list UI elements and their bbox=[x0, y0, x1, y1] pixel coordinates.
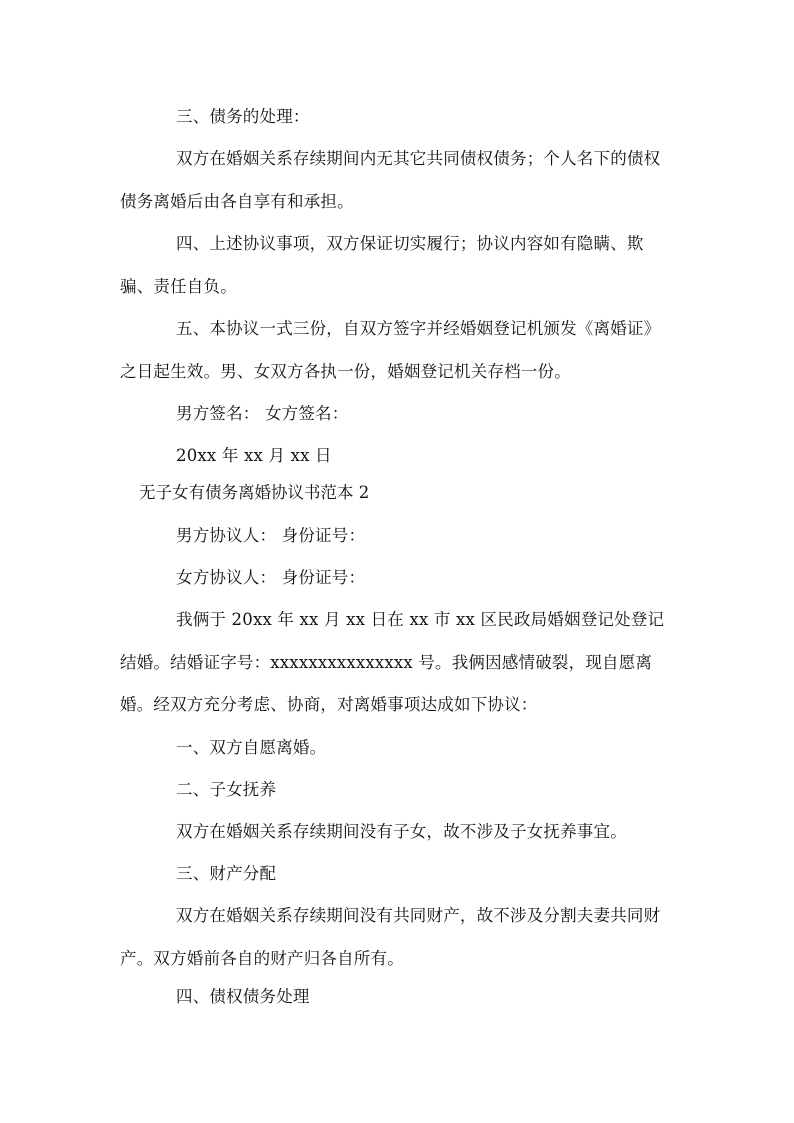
section-heading-property-division: 三、财产分配 bbox=[176, 864, 277, 883]
section-heading-child-support: 二、子女抚养 bbox=[176, 780, 277, 799]
paragraph-property-division: 双方在婚姻关系存续期间没有共同财产，故不涉及分割夫妻共同财产。双方婚前各自的财产归各自所有。 bbox=[120, 906, 661, 968]
section-heading-debt-handling: 三、债务的处理： bbox=[176, 107, 310, 126]
paragraph-marriage-registration: 我俩于 20xx 年 xx 月 xx 日在 xx 市 xx 区民政局婚姻登记处登记结婚。结婚证字号：xxxxxxxxxxxxxxx 号。我俩因感情破裂，现自愿离婚。经双方充分考虑、协商，对离婚事项达成如下协议： bbox=[120, 610, 665, 714]
paragraph-debt-handling: 双方在婚姻关系存续期间内无其它共同债权债务；个人名下的债权债务离婚后由各自享有和承担。 bbox=[120, 149, 661, 211]
section-voluntary-divorce: 一、双方自愿离婚。 bbox=[176, 738, 327, 757]
signature-line: 男方签名： 女方签名： bbox=[176, 404, 349, 423]
date-line: 20xx 年 xx 月 xx 日 bbox=[176, 446, 332, 465]
paragraph-child-support: 双方在婚姻关系存续期间没有子女，故不涉及子女抚养事宜。 bbox=[176, 822, 627, 841]
section-heading-debt-treatment: 四、债权债务处理 bbox=[176, 987, 310, 1006]
sample-title-2: 无子女有债务离婚协议书范本 2 bbox=[139, 483, 370, 502]
paragraph-performance-guarantee: 四、上述协议事项，双方保证切实履行；协议内容如有隐瞒、欺骗、责任自负。 bbox=[120, 234, 644, 296]
male-party-line: 男方协议人： 身份证号： bbox=[176, 526, 366, 545]
female-party-line: 女方协议人： 身份证号： bbox=[176, 568, 366, 587]
paragraph-effective-date: 五、本协议一式三份，自双方签字并经婚姻登记机颁发《离婚证》之日起生效。男、女双方各执一份，婚姻登记机关存档一份。 bbox=[120, 319, 661, 381]
